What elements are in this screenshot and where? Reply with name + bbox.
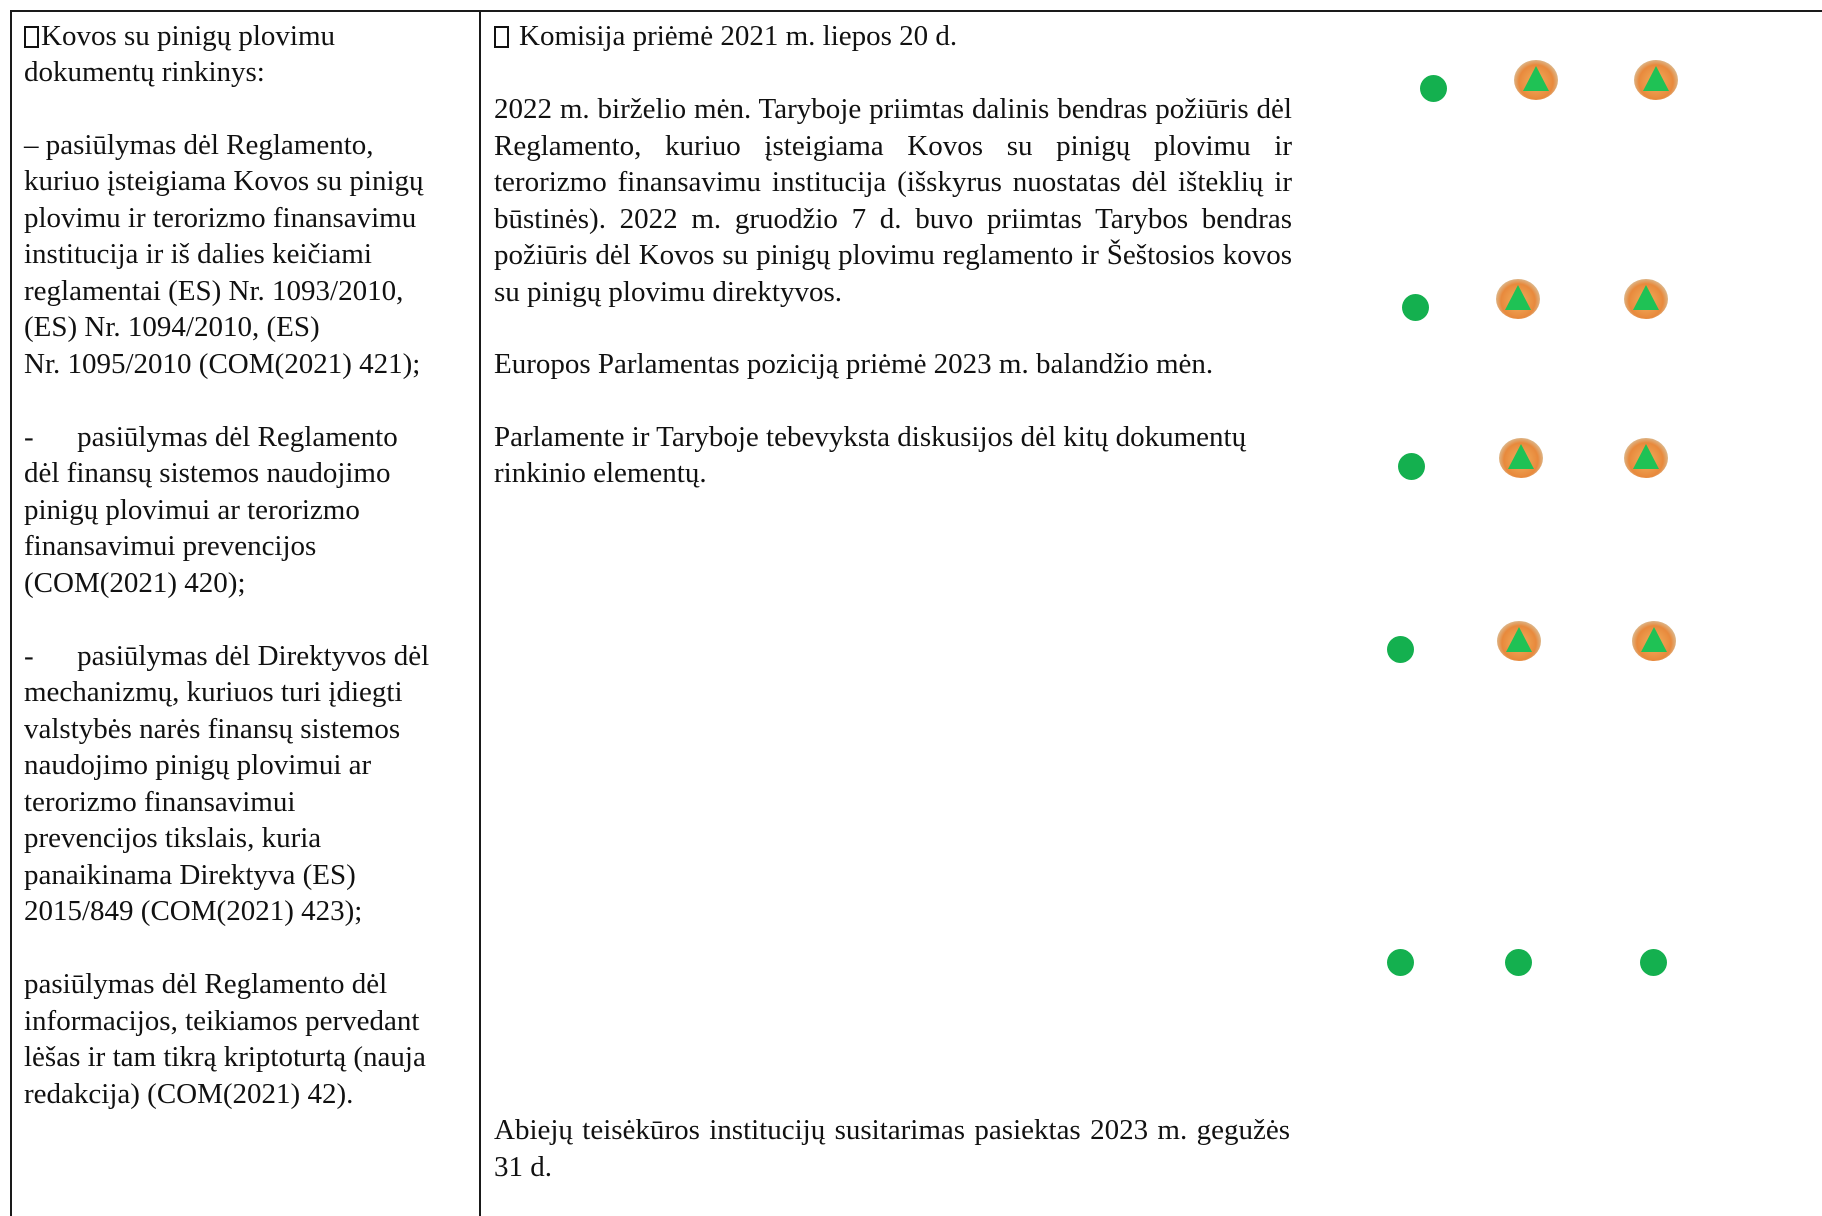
checkbox-icon [494,26,509,48]
proposal-item-2-line: pinigų plovimui ar terorizmo [24,494,360,526]
warning-icon [1514,60,1558,100]
proposal-item-2-line: dėl finansų sistemos naudojimo [24,457,391,489]
council-paragraph: 2022 m. birželio mėn. Taryboje priimtas dalinis bendras požiūris dėl Reglamento, kuriuo įsteigiama Kovos su pinigų plovimu ir terorizmo finansavimu institucija (išskyrus nuostatas dėl išteklių ir būstinės). 2022 m. gruodžio 7 d. buvo priimtas Tarybos bendras požiūris dėl Kovos su pinigų plovimu reglamento ir Šeštosios kovos su pinigų plovimu direktyvos. [494,93,1292,308]
green-status-dot [1387,949,1414,976]
warning-icon [1497,621,1541,661]
green-status-dot [1398,453,1425,480]
proposal-item-1-line: kuriuo įsteigiama Kovos su pinigų [24,165,424,197]
parliament-position: Europos Parlamentas poziciją priėmė 2023 m. balandžio mėn. [494,348,1214,380]
proposal-item-3-line: naudojimo pinigų plovimui ar [24,749,372,781]
warning-icon [1624,279,1668,319]
package-title-line2: dokumentų rinkinys: [24,56,265,88]
proposal-item-1-line: (ES) Nr. 1094/2010, (ES) [24,311,320,343]
package-title: Kovos su pinigų plovimu [24,18,335,55]
discussion-line: Parlamente ir Taryboje tebevyksta diskusijos dėl kitų dokumentų [494,421,1247,453]
proposal-item-4-line: redakcija) (COM(2021) 42). [24,1078,354,1110]
green-status-dot [1402,294,1429,321]
agreement-paragraph: Abiejų teisėkūros institucijų susitarimas pasiektas 2023 m. gegužės 31 d. [494,1114,1290,1183]
warning-icon [1499,438,1543,478]
proposal-item-1-line: Nr. 1095/2010 (COM(2021) 421); [24,348,421,380]
warning-icon [1496,279,1540,319]
proposal-item-4-line: informacijos, teikiamos pervedant [24,1005,420,1037]
proposal-item-3-line: 2015/849 (COM(2021) 423); [24,895,363,927]
proposal-item-3-line: panaikinama Direktyva (ES) [24,859,356,891]
proposal-item-4-line: lėšas ir tam tikrą kriptoturtą (nauja [24,1041,426,1073]
green-status-dot [1420,75,1447,102]
table-column-divider [479,10,481,1216]
proposal-item-1-line: reglamentai (ES) Nr. 1093/2010, [24,275,404,307]
table-top-border [10,10,1822,12]
table-left-border [10,10,12,1216]
warning-icon [1632,621,1676,661]
proposal-item-4-line: pasiūlymas dėl Reglamento dėl [24,968,388,1000]
proposal-item-1-line: plovimu ir terorizmo finansavimu [24,202,417,234]
green-status-dot [1387,636,1414,663]
proposal-item-2-line: (COM(2021) 420); [24,567,246,599]
warning-icon [1624,438,1668,478]
proposal-item-3-line: - pasiūlymas dėl Direktyvos dėl [24,640,430,672]
adoption-date: Komisija priėmė 2021 m. liepos 20 d. [494,18,957,55]
proposal-item-2-line: - pasiūlymas dėl Reglamento [24,421,398,453]
proposal-item-1-line: institucija ir iš dalies keičiami [24,238,372,270]
proposal-item-3-line: valstybės narės finansų sistemos [24,713,401,745]
checkbox-icon [24,26,39,48]
green-status-dot [1505,949,1532,976]
green-status-dot [1640,949,1667,976]
warning-icon [1634,60,1678,100]
proposal-item-3-line: terorizmo finansavimui [24,786,296,818]
proposal-item-2-line: finansavimui prevencijos [24,530,317,562]
proposal-item-3-line: prevencijos tikslais, kuria [24,822,322,854]
discussion-line: rinkinio elementų. [494,457,707,489]
proposal-item-3-line: mechanizmų, kuriuos turi įdiegti [24,676,403,708]
proposal-item-1-line: – pasiūlymas dėl Reglamento, [24,129,374,161]
